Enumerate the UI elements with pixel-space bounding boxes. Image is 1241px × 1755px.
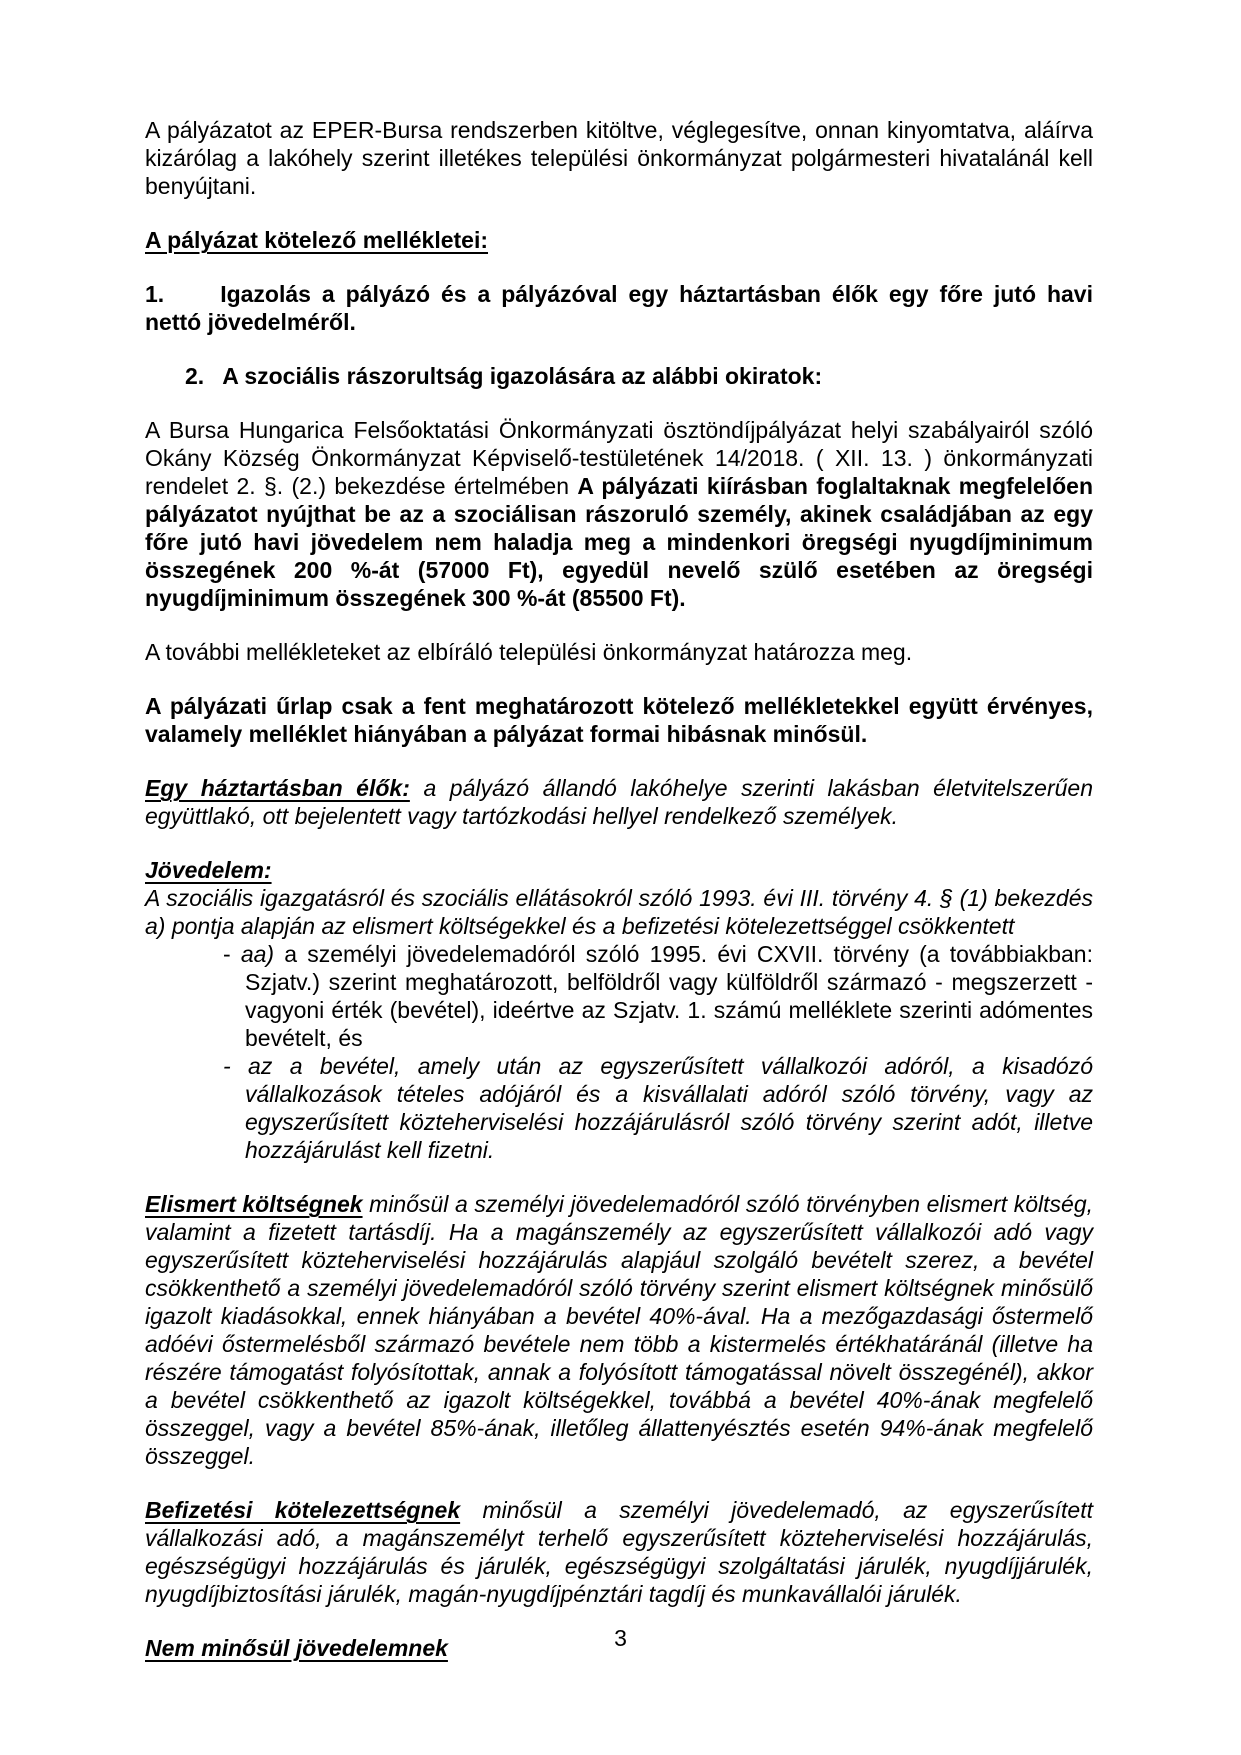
item1-text: Igazolás a pályázó és a pályázóval egy háztartásban élők egy főre jutó havi nettó jövedelméről.	[145, 281, 1093, 335]
list-dash-icon: -	[223, 1053, 249, 1079]
recognized-costs-paragraph	[145, 1190, 1093, 1470]
income-list-item-aa	[145, 940, 1093, 1052]
page-content	[145, 116, 1093, 1662]
not-income-heading-text: Nem minősül jövedelemnek	[145, 1635, 448, 1661]
household-definition-paragraph	[145, 774, 1093, 830]
income-heading-text: Jövedelem:	[145, 857, 272, 883]
intro-text: A pályázatot az EPER-Bursa rendszerben kitöltve, véglegesítve, onnan kinyomtatva, aláírva kizárólag a lakóhely szerint illetékes települési önkormányzat polgármesteri hivatalánál kell benyújtani.	[145, 117, 1093, 199]
page-number: 3	[614, 1625, 627, 1651]
bursa-rule-bold: A pályázati kiírásban foglaltaknak megfelelően pályázatot nyújthat be az a szociálisan rászoruló személy, akinek családjában az egy főre jutó havi jövedelem nem haladja meg a mindenkori öregségi nyugdíjminimum összegének 200 %-át (57000 Ft), egyedül nevelő szülő esetében az öregségi nyugdíjminimum összegének 300 %-át (85500 Ft).	[145, 473, 1093, 611]
list-dash-icon: -	[223, 941, 241, 967]
intro-paragraph	[145, 116, 1093, 200]
income-item-tax-body: az a bevétel, amely után az egyszerűsített vállalkozói adóról, a kisadózó vállalkozások tételes adójáról és a kisvállalati adóról szóló törvény, vagy az egyszerűsített közteherviselési hozzájárulásról szóló törvény szerint adót, illetve hozzájárulást kell fizetni.	[245, 1053, 1094, 1163]
form-validity-text: A pályázati űrlap csak a fent meghatározott kötelező mellékletekkel együtt érvényes, valamely melléklet hiányában a pályázat formai hibásnak minősül.	[145, 693, 1093, 747]
attachments-heading-text: A pályázat kötelező mellékletei:	[145, 227, 489, 253]
item2-text: A szociális rászorultság igazolására az alábbi okiratok:	[222, 363, 823, 389]
item1-number: 1.	[145, 281, 165, 307]
income-list-item-tax	[145, 1052, 1093, 1164]
income-heading	[145, 856, 1093, 884]
payment-obligation-paragraph	[145, 1496, 1093, 1608]
attachments-heading	[145, 226, 1093, 254]
income-intro-paragraph	[145, 884, 1093, 940]
bursa-rule-normal: A Bursa Hungarica Felsőoktatási Önkormányzati ösztöndíjpályázat helyi szabályairól szóló Okány Község Önkormányzat Képviselő-testületének 14/2018. ( XII. 13. ) önkormányzati rendelet 2. §. (2.) bekezdése értelmében	[145, 417, 1093, 499]
payment-obligation-body: minősül a személyi jövedelemadó, az egyszerűsített vállalkozási adó, a magánszemélyt terhelő egyszerűsített közteherviselési hozzájárulás, egészségügyi hozzájárulás és járulék, egészségügyi szolgáltatási járulék, nyugdíjjárulék, nyugdíjbiztosítási járulék, magán-nyugdíjpénztári tagdíj és munkavállalói járulék.	[145, 1497, 1093, 1607]
required-item-2	[145, 362, 1093, 390]
income-item-aa-lead: aa)	[240, 941, 275, 967]
recognized-costs-body: minősül a személyi jövedelemadóról szóló törvényben elismert költség, valamint a fizetett tartásdíj. Ha a magánszemély az egyszerűsített vállalkozói adó vagy egyszerűsített közteherviselési hozzájárulás alapjául szolgáló bevételt szerez, a bevétel csökkenthető a személyi jövedelemadóról szóló törvény szerint elismert költségnek minősülő igazolt kiadásokkal, ennek hiányában a bevétel 40%-ával. Ha a mezőgazdasági őstermelő adóévi őstermelésből származó bevétele nem több a kistermelés értékhatáránál (illetve ha részére támogatást folyósítottak, annak a folyósított támogatással növelt összegénél), akkor a bevétel csökkenthető az igazolt költségekkel, továbbá a bevétel 40%-ának megfelelő összeggel, vagy a bevétel 85%-ának, illetőleg állattenyésztés esetén 94%-ának megfelelő összeggel.	[145, 1191, 1094, 1469]
required-item-1	[145, 280, 1093, 336]
further-attachments-text: A további mellékleteket az elbíráló települési önkormányzat határozza meg.	[145, 639, 913, 665]
payment-obligation-lead: Befizetési kötelezettségnek	[145, 1497, 461, 1523]
bursa-rule-paragraph	[145, 416, 1093, 612]
recognized-costs-lead: Elismert költségnek	[145, 1191, 363, 1217]
household-lead: Egy háztartásban élők:	[145, 775, 410, 801]
item2-number: 2.	[185, 363, 205, 389]
household-body: a pályázó állandó lakóhelye szerinti lakásban életvitelszerűen együttlakó, ott bejelentett vagy tartózkodási hellyel rendelkező személyek.	[145, 775, 1093, 829]
income-intro-text: A szociális igazgatásról és szociális ellátásokról szóló 1993. évi III. törvény 4. § (1) bekezdés a) pontja alapján az elismert költségekkel és a befizetési kötelezettséggel csökkentett	[145, 885, 1093, 939]
income-item-aa-body: a személyi jövedelemadóról szóló 1995. évi CXVII. törvény (a továbbiakban: Szjatv.) szerint meghatározott, belföldről vagy külföldről származó - megszerzett - vagyoni érték (bevétel), ideértve az Szjatv. 1. számú melléklete szerinti adómentes bevételt, és	[245, 941, 1093, 1051]
form-validity-paragraph	[145, 692, 1093, 748]
further-attachments-paragraph	[145, 638, 1093, 666]
